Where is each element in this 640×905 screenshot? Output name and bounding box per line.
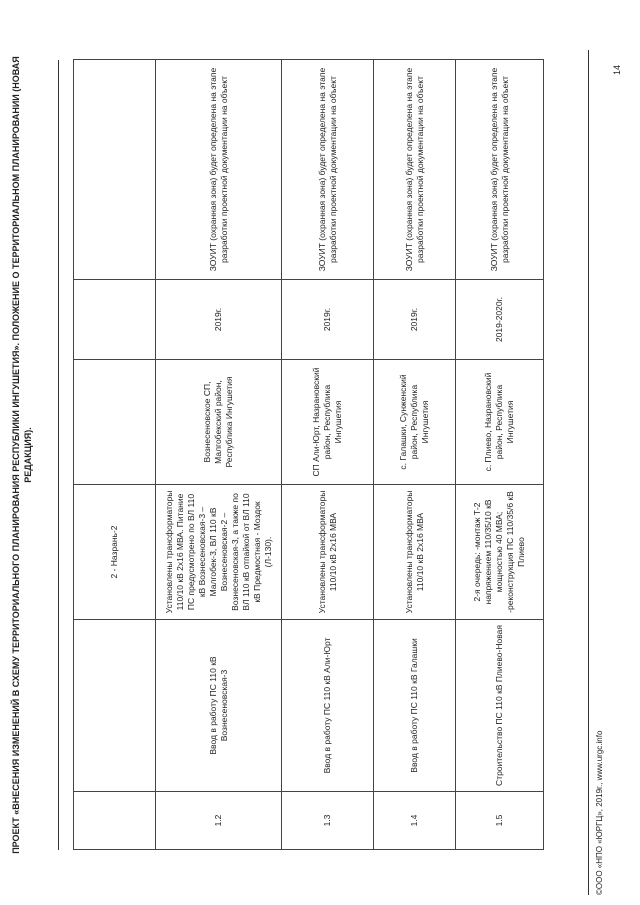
year-cell: 2019г. [156, 280, 282, 360]
year-cell: 2019г. [282, 280, 374, 360]
year-cell: 2019-2020г. [456, 280, 544, 360]
row-number [74, 792, 156, 850]
protection-zone-cell: ЗОУИТ (охранная зона) будет определена на этапе разработки проектной документации на объект [374, 60, 456, 280]
header-rule [58, 60, 59, 850]
table-row [282, 60, 374, 850]
table-row [374, 60, 456, 850]
table-row [74, 60, 156, 850]
object-name-cell: Ввод в работу ПС 110 кВ Вознесеновская-3 [156, 620, 282, 792]
object-name-cell: Ввод в работу ПС 110 кВ Галашки [374, 620, 456, 792]
row-number: 1.5 [456, 792, 544, 850]
year-cell: 2019г. [374, 280, 456, 360]
year-cell [74, 280, 156, 360]
object-name-cell: Строительство ПС 110 кВ Плиево-Новая [456, 620, 544, 792]
document-header-title: ПРОЕКТ «ВНЕСЕНИЯ ИЗМЕНЕНИЙ В СХЕМУ ТЕРРИТОРИАЛЬНОГО ПЛАНИРОВАНИЯ РЕСПУБЛИКИ ИНГУШЕТИЯ». ПОЛОЖЕНИЕ О ТЕРРИТОРИАЛЬНОМ ПЛАНИРОВАНИИ (НОВАЯ РЕДАКЦИЯ). [11, 56, 33, 854]
location-cell: с. Галашки, Сунженский район, Республика Ингушетия [374, 360, 456, 485]
protection-zone-cell: ЗОУИТ (охранная зона) будет определена на этапе разработки проектной документации на объект [456, 60, 544, 280]
row-number: 1.2 [156, 792, 282, 850]
protection-zone-cell: ЗОУИТ (охранная зона) будет определена на этапе разработки проектной документации на объект [156, 60, 282, 280]
object-description-cell: 2 - Назрань-2 [74, 485, 156, 620]
object-description-cell: Установлены трансформаторы 110/10 кВ 2х16 МВА [374, 485, 456, 620]
row-number: 1.3 [282, 792, 374, 850]
footer-rule [588, 50, 589, 895]
location-cell: с. Плиево, Назрановский район, Республика Ингушетия [456, 360, 544, 485]
location-cell: СП Али-Юрт, Назрановский район, Республика Ингушетия [282, 360, 374, 485]
object-description-cell: Установлены трансформаторы 110/10 кВ 2х16 МВА [282, 485, 374, 620]
row-number: 1.4 [374, 792, 456, 850]
table-row [456, 60, 544, 850]
protection-zone-cell [74, 60, 156, 280]
protection-zone-cell: ЗОУИТ (охранная зона) будет определена на этапе разработки проектной документации на объект [282, 60, 374, 280]
object-description-cell: Установлены трансформаторы 110/10 кВ 2х16 МВА. Питание ПС предусмотрено по ВЛ 110 кВ Вознесеновская-3 – Малгобек-3, ВЛ 110 кВ Вознесеновская-2 – Вознесеновская-3, а также по ВЛ 110 кВ отпайкой от ВЛ 110 кВ Предмостная - Моздок (Л-130). [156, 485, 282, 620]
footer-copyright: ©ООО «НПО «ЮРГЦ», 2019г., www.urgc.info [595, 730, 604, 895]
location-cell [74, 360, 156, 485]
object-description-cell: 2-я очередь: -монтаж Т-2 напряжением 110/35/10 кВ мощностью 40 МВА; -реконструкция ПС 110/35/6 кВ Плиево [456, 485, 544, 620]
table-row [156, 60, 282, 850]
location-cell: Вознесеновское СП, Малгобекский район, Республика Ингушетия [156, 360, 282, 485]
planning-table [73, 59, 544, 850]
page-number: 14 [612, 64, 622, 75]
object-name-cell: Ввод в работу ПС 110 кВ Али-Юрт [282, 620, 374, 792]
object-name-cell [74, 620, 156, 792]
